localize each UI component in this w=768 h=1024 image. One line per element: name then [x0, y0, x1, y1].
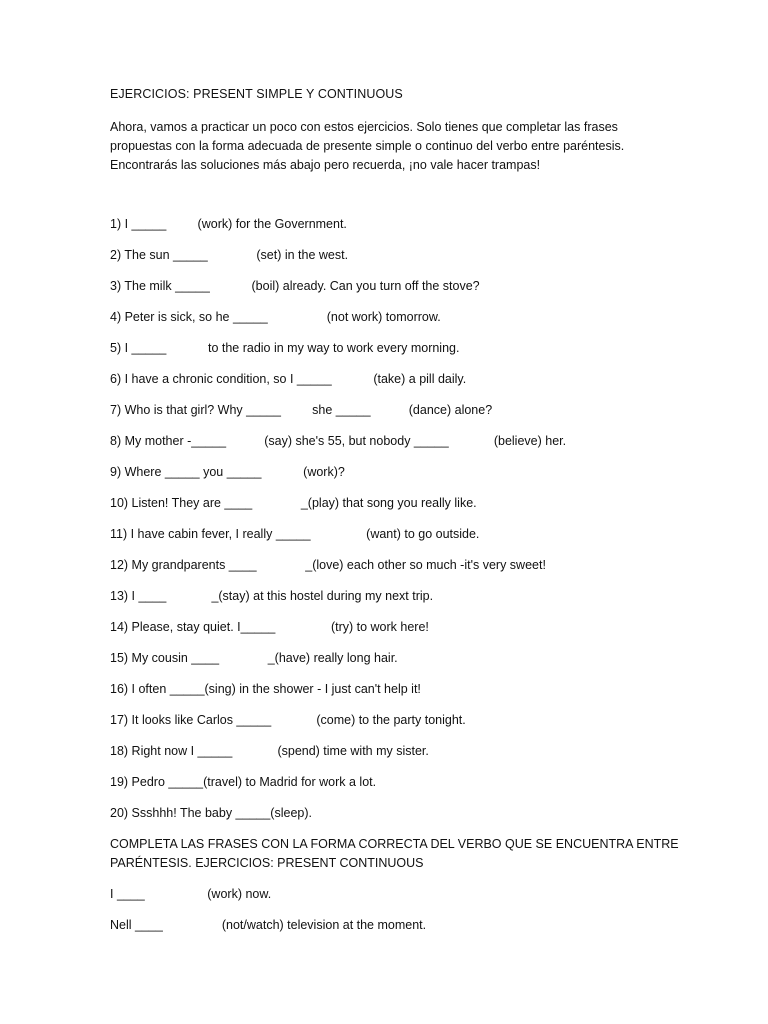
exercise-11: 11) I have cabin fever, I really _____ (want) to go outside.: [110, 527, 480, 541]
exercise-6: 6) I have a chronic condition, so I _____ (take) a pill daily.: [110, 372, 467, 386]
exercise-2: 2) The sun _____ (set) in the west.: [110, 248, 349, 262]
intro-paragraph: [110, 118, 655, 175]
exercise-17: 17) It looks like Carlos _____ (come) to the party tonight.: [110, 713, 466, 727]
exercise-1: 1) I _____ (work) for the Government.: [110, 217, 347, 231]
exercise-20: 20) Ssshhh! The baby _____(sleep).: [110, 806, 312, 820]
intro-line: Ahora, vamos a practicar un poco con estos ejercicios. Solo tienes que completar las frases: [110, 120, 618, 134]
intro-line: propuestas con la forma adecuada de presente simple o continuo del verbo entre paréntesis.: [110, 139, 625, 153]
exercise-8: 8) My mother -_____ (say) she's 55, but nobody _____ (believe) her.: [110, 434, 567, 448]
exercise-10: 10) Listen! They are ____ _(play) that song you really like.: [110, 496, 477, 510]
document-page: [110, 0, 679, 1024]
section2-heading-line: COMPLETA LAS FRASES CON LA FORMA CORRECTA DEL VERBO QUE SE ENCUENTRA ENTRE: [110, 837, 679, 851]
section2-heading: [110, 835, 679, 873]
exercise-12: 12) My grandparents ____ _(love) each other so much -it's very sweet!: [110, 558, 546, 572]
exercise-18: 18) Right now I _____ (spend) time with my sister.: [110, 744, 429, 758]
exercise-15: 15) My cousin ____ _(have) really long hair.: [110, 651, 398, 665]
exercise-14: 14) Please, stay quiet. I_____ (try) to work here!: [110, 620, 429, 634]
exercise-16: 16) I often _____(sing) in the shower - I just can't help it!: [110, 682, 421, 696]
exercise-5: 5) I _____ to the radio in my way to work every morning.: [110, 341, 460, 355]
intro-line: Encontrarás las soluciones más abajo pero recuerda, ¡no vale hacer trampas!: [110, 158, 541, 172]
document-title: EJERCICIOS: PRESENT SIMPLE Y CONTINUOUS: [110, 87, 403, 101]
exercise-7: 7) Who is that girl? Why _____ she _____ (dance) alone?: [110, 403, 493, 417]
exercise-3: 3) The milk _____ (boil) already. Can you turn off the stove?: [110, 279, 480, 293]
exercise-4: 4) Peter is sick, so he _____ (not work) tomorrow.: [110, 310, 441, 324]
section2-heading-line: PARÉNTESIS. EJERCICIOS: PRESENT CONTINUOUS: [110, 856, 424, 870]
exercise-9: 9) Where _____ you _____ (work)?: [110, 465, 345, 479]
exercise-19: 19) Pedro _____(travel) to Madrid for work a lot.: [110, 775, 377, 789]
exercise-13: 13) I ____ _(stay) at this hostel during my next trip.: [110, 589, 434, 603]
section2-item-1: I ____ (work) now.: [110, 887, 272, 901]
section2-item-2: Nell ____ (not/watch) television at the moment.: [110, 918, 427, 932]
